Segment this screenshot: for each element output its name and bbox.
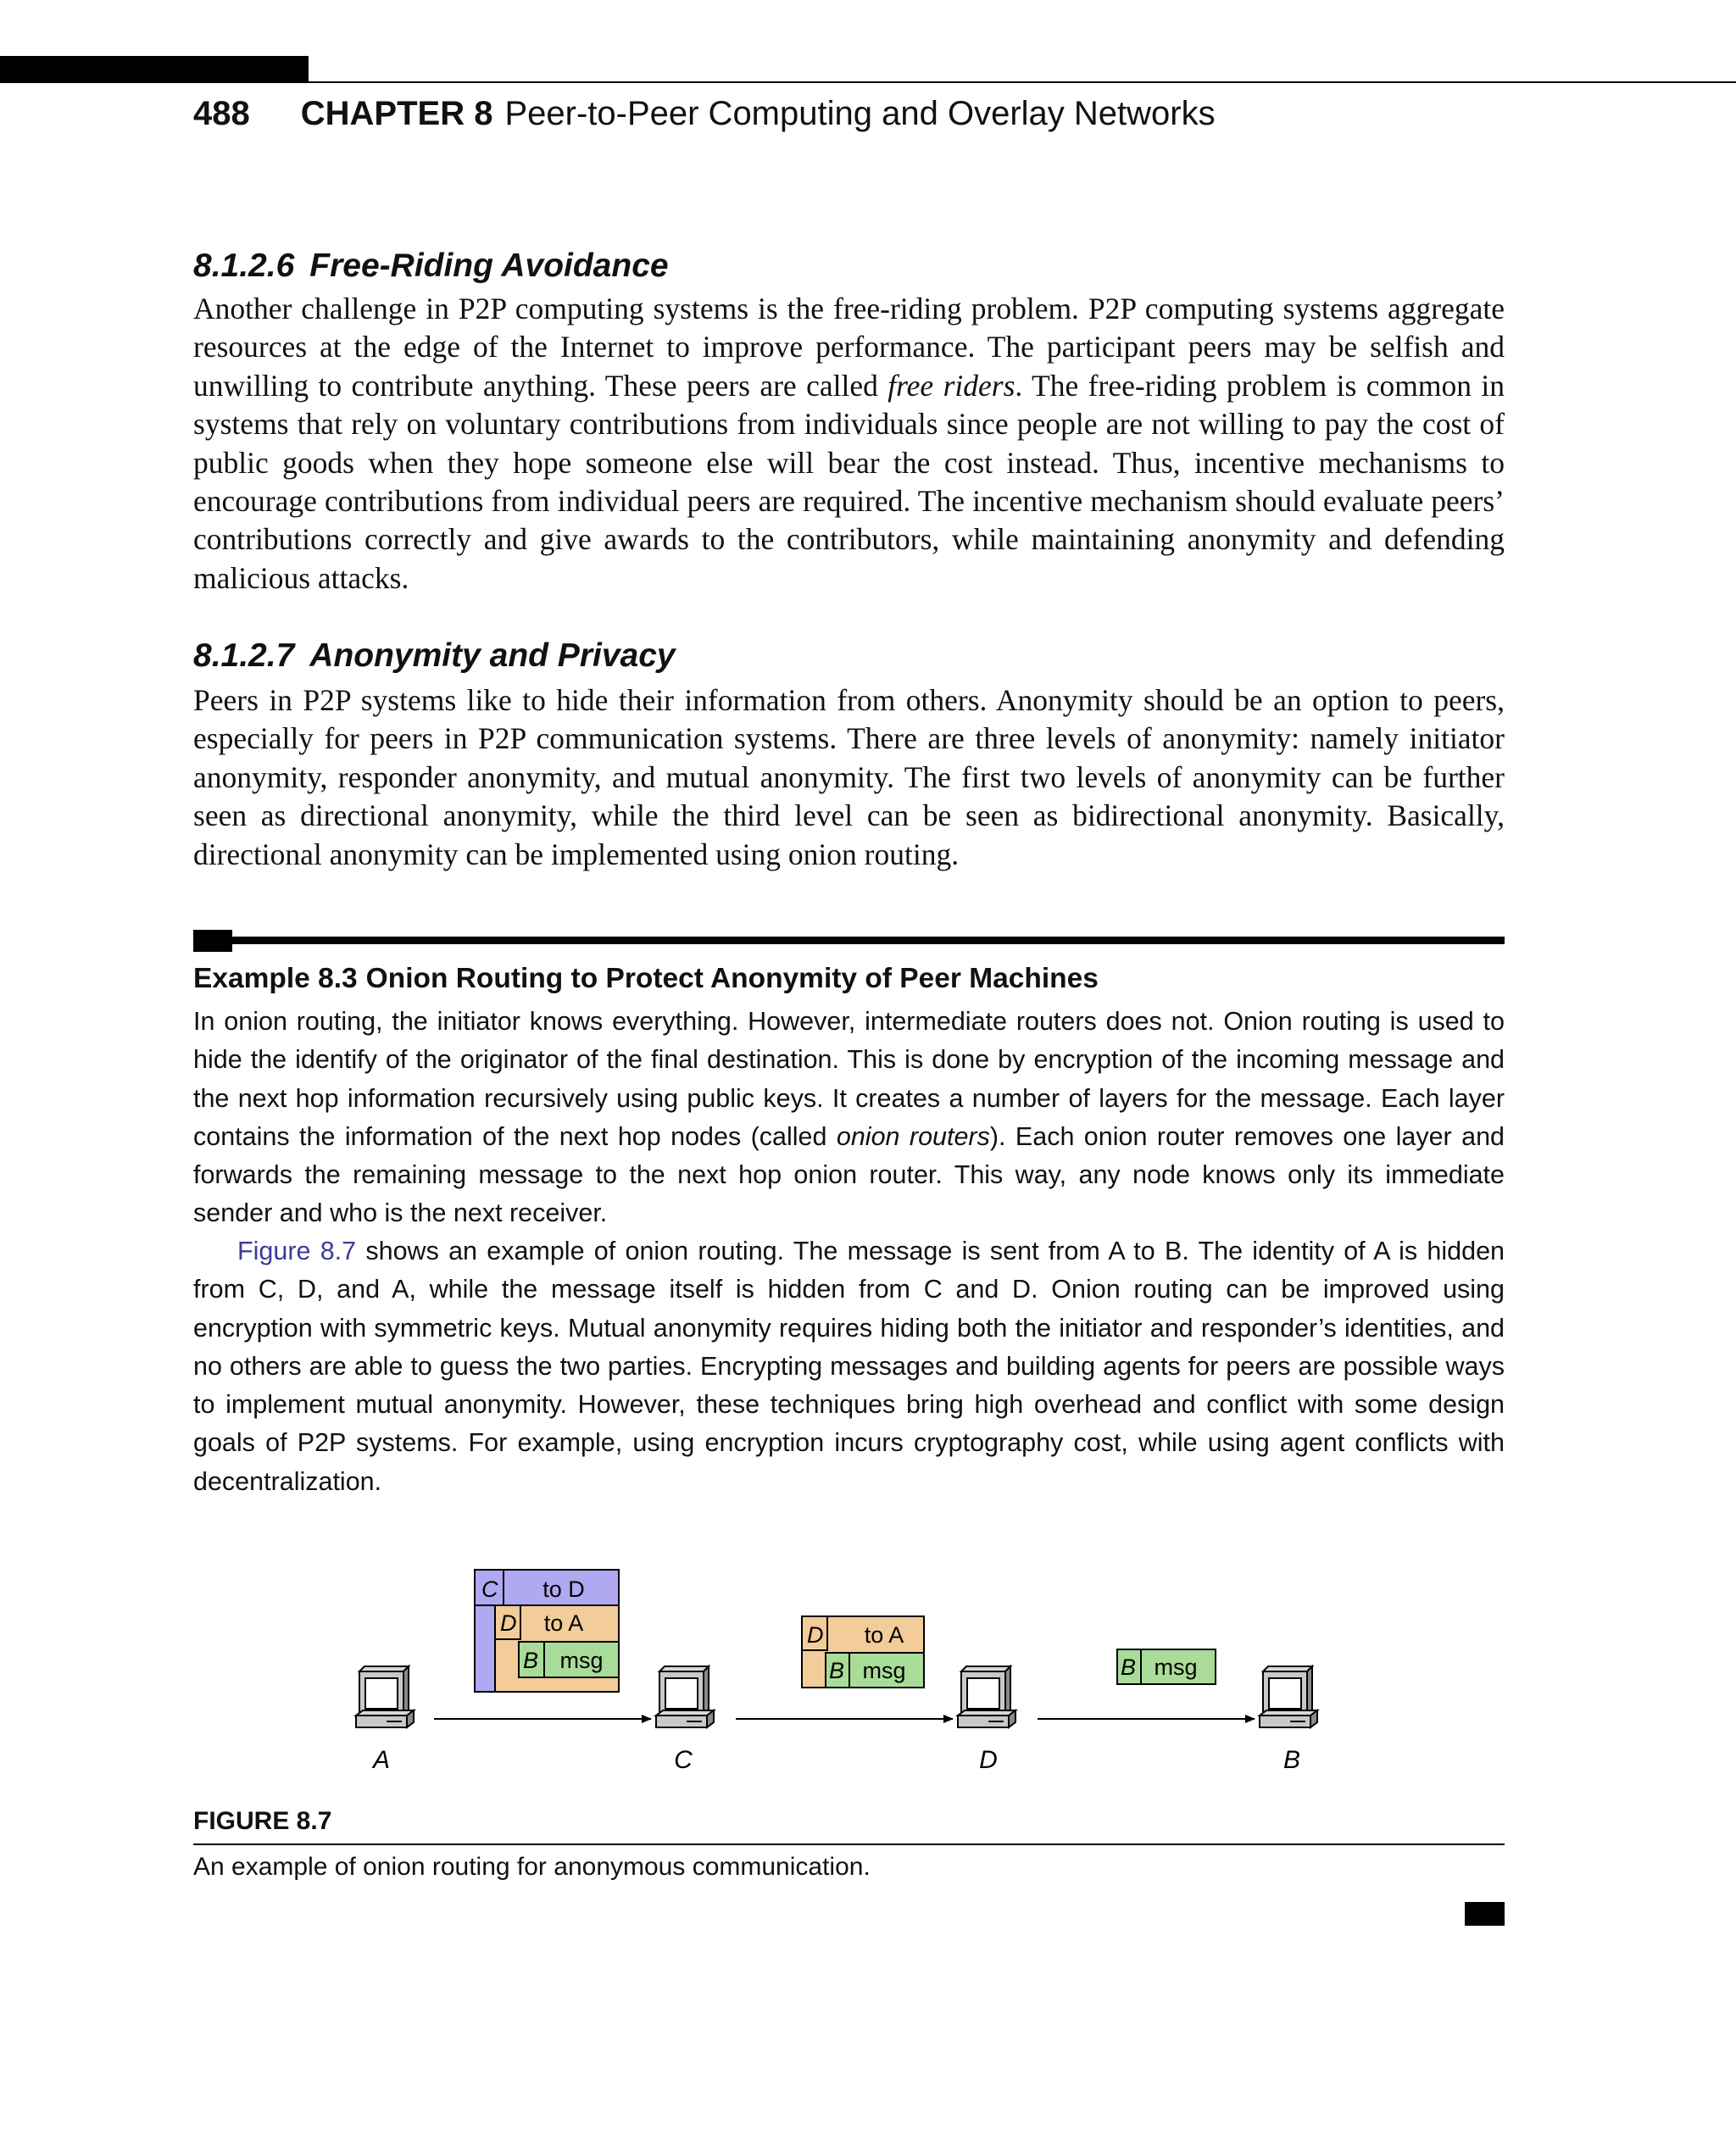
packet-d-to-b bbox=[802, 1616, 924, 1688]
computer-d-icon bbox=[958, 1666, 1015, 1727]
example-paragraph-2: Figure 8.7 shows an example of onion routing. The message is sent from A to B. The identity of A is hidden from C, D, and A, while the message itself is hidden from C and D. Onion routing can be improved using encryption with symmetric keys. Mutual anonymity requires hiding both the initiator and responder’s identities, and no others are able to guess the two parties. Encrypting messages and building agents for peers are possible ways to implement mutual anonymity. However, these techniques bring high overhead and conflict with some design goals of P2P systems. For example, using encryption incurs cryptography cost, while using agent conflicts with decentralization. bbox=[193, 1237, 1505, 1496]
section-title: Anonymity and Privacy bbox=[309, 637, 676, 674]
svg-text:D: D bbox=[500, 1610, 517, 1636]
svg-text:B: B bbox=[829, 1658, 845, 1683]
computer-b-icon bbox=[1260, 1666, 1317, 1727]
figure-link[interactable]: Figure 8.7 bbox=[237, 1237, 357, 1265]
running-head bbox=[193, 95, 1216, 133]
example-title: Onion Routing to Protect Anonymity of Peer Machines bbox=[365, 963, 1099, 994]
page-number: 488 bbox=[193, 95, 250, 132]
example-marker bbox=[193, 930, 232, 952]
chapter-label: CHAPTER 8 bbox=[300, 95, 493, 132]
node-label-d: D bbox=[979, 1746, 998, 1774]
example-paragraph-1: In onion routing, the initiator knows everything. However, intermediate routers does not. Onion routing is used to hide the identify of the originator of the final destination. This is done by encryption of the incoming message and the next hop information recursively using public keys. It creates a number of layers for the message. Each layer contains the information of the next hop nodes (called onion routers). Each onion router removes one layer and forwards the remaining message to the next hop onion router. This way, any node knows only its immediate sender and who is the next receiver. bbox=[193, 1007, 1505, 1228]
section-heading-free-riding bbox=[193, 247, 669, 285]
computer-c-icon bbox=[656, 1666, 714, 1727]
onion-routing-figure bbox=[322, 1561, 1373, 1782]
anonymity-paragraph: Peers in P2P systems like to hide their information from others. Anonymity should be an option to peers, especially for peers in P2P communication systems. There are three levels of anonymity: namely initiator anonymity, responder anonymity, and mutual anonymity. The first two levels of anonymity can be further seen as directional anonymity, while the third level can be seen as bidirectional anonymity. Basically, directional anonymity can be implemented using onion routing. bbox=[193, 683, 1505, 871]
svg-text:msg: msg bbox=[862, 1658, 906, 1683]
svg-text:msg: msg bbox=[1154, 1654, 1198, 1680]
page-end-marker bbox=[1465, 1902, 1505, 1926]
figure-label: FIGURE 8.7 bbox=[193, 1807, 332, 1835]
svg-text:D: D bbox=[807, 1622, 824, 1648]
example-heading bbox=[193, 963, 1099, 995]
term-onion-routers: onion routers bbox=[836, 1121, 990, 1151]
svg-text:msg: msg bbox=[559, 1648, 604, 1673]
free-riding-paragraph: Another challenge in P2P computing systems is the free-riding problem. P2P computing systems aggregate resources at the edge of the Internet to improve performance. The participant peers may be selfish and unwilling to contribute anything. These peers are called free riders. The free-riding problem is common in systems that rely on voluntary contributions from individuals since people are not willing to pay the cost of public goods when they hope someone else will bear the cost instead. Thus, incentive mechanisms to encourage contributions from individual peers are required. The incentive mechanism should evaluate peers’ contributions correctly and give awards to the contributors, while maintaining anonymity and defending malicious attacks. bbox=[193, 292, 1505, 595]
header-black-bar bbox=[0, 56, 309, 83]
packet-to-b bbox=[1117, 1649, 1216, 1684]
svg-text:to D: to D bbox=[542, 1577, 585, 1602]
term-free-riders: free riders bbox=[887, 368, 1015, 403]
header-rule bbox=[309, 81, 1736, 83]
example-label: Example 8.3 bbox=[193, 963, 358, 994]
section-title: Free-Riding Avoidance bbox=[309, 247, 669, 284]
computer-a-icon bbox=[356, 1666, 414, 1727]
node-label-b: B bbox=[1283, 1746, 1301, 1774]
svg-text:B: B bbox=[523, 1648, 539, 1673]
svg-text:C: C bbox=[481, 1577, 498, 1602]
example-rule bbox=[193, 937, 1505, 944]
figure-caption: An example of onion routing for anonymous communication. bbox=[193, 1853, 871, 1881]
figure-rule bbox=[193, 1843, 1505, 1845]
section-number: 8.1.2.6 bbox=[193, 247, 295, 284]
section-heading-anonymity bbox=[193, 637, 676, 675]
svg-text:to A: to A bbox=[543, 1610, 584, 1636]
node-label-a: A bbox=[372, 1746, 391, 1774]
packet-c-to-d bbox=[475, 1570, 619, 1692]
chapter-title: Peer-to-Peer Computing and Overlay Networks bbox=[504, 95, 1216, 132]
svg-text:B: B bbox=[1121, 1654, 1137, 1680]
svg-text:to A: to A bbox=[864, 1622, 904, 1648]
section-number: 8.1.2.7 bbox=[193, 637, 295, 674]
node-label-c: C bbox=[674, 1746, 693, 1774]
